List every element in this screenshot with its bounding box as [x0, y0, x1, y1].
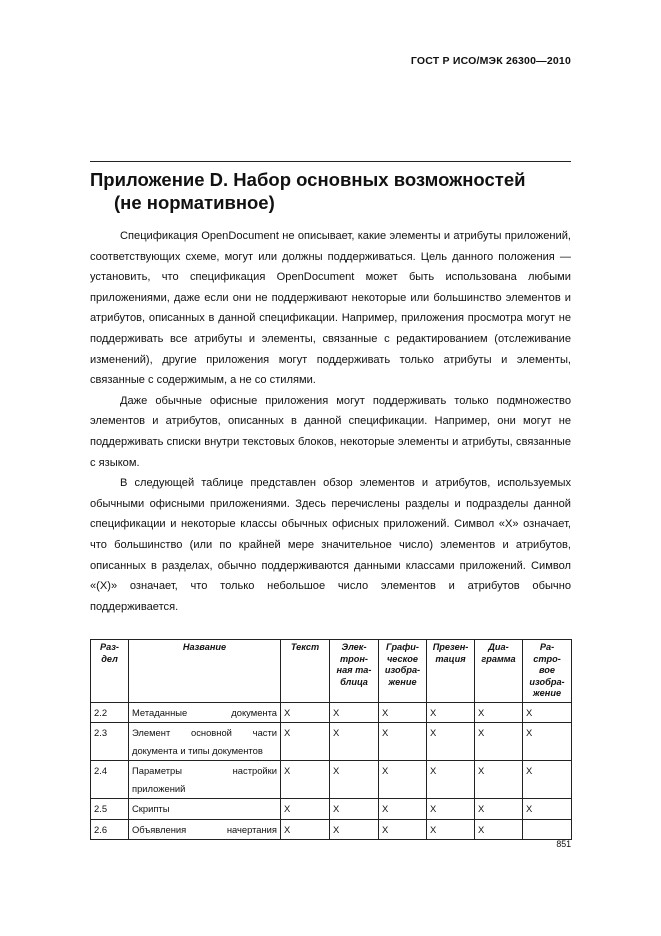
header-line: трон-: [339, 653, 368, 664]
appendix-title-line-2: (не нормативное): [114, 192, 275, 213]
header-line: изобра-: [384, 665, 421, 675]
header-text: [281, 640, 330, 703]
cell-mark-chart: X: [475, 819, 523, 840]
header-line: жение: [532, 688, 562, 698]
cell-mark-presentation: X: [427, 819, 475, 840]
body-text: [90, 226, 571, 617]
cell-mark-spreadsheet: X: [330, 723, 379, 761]
cell-mark-text: X: [281, 799, 330, 820]
header-section: [91, 640, 129, 703]
cell-mark-chart: X: [475, 702, 523, 723]
page-number: 851: [556, 839, 571, 849]
cell-name-line: приложений: [132, 782, 186, 794]
appendix-title: [90, 168, 580, 214]
cell-name-line: Метаданные документа: [132, 706, 277, 718]
cell-mark-presentation: X: [427, 702, 475, 723]
cell-mark-graphics: X: [379, 723, 427, 761]
table-row: [91, 723, 572, 761]
table-row: [91, 819, 572, 840]
cell-mark-text: X: [281, 819, 330, 840]
header-line: Презен-: [432, 642, 469, 652]
cell-mark-graphics: X: [379, 799, 427, 820]
header-line: Графи-: [386, 642, 419, 652]
cell-name: [129, 799, 281, 820]
header-line: блица: [340, 676, 368, 687]
table-body: [91, 702, 572, 840]
header-line: изобра-: [529, 676, 565, 687]
cell-mark-spreadsheet: X: [330, 819, 379, 840]
cell-mark-chart: X: [475, 799, 523, 820]
cell-mark-raster: [523, 819, 572, 840]
cell-mark-raster: X: [523, 799, 572, 820]
header-line: ная та-: [336, 665, 372, 675]
cell-mark-presentation: X: [427, 723, 475, 761]
cell-mark-spreadsheet: X: [330, 799, 379, 820]
header-line: дел: [101, 653, 118, 664]
cell-name: [129, 702, 281, 723]
cell-mark-chart: X: [475, 723, 523, 761]
paragraph: Спецификация OpenDocument не описывает, какие элементы и атрибуты приложений, соответствующих схеме, могут или должны поддерживаться. Цель данного положения — установить, что спецификация OpenDocument может быть использована любыми приложениями, даже если они не поддерживают некоторые или большинство элементов и атрибутов, описанных в данной спецификации. Например, приложения просмотра могут не поддерживать все атрибуты и элементы, связанные с редактированием (отслеживание изменений), другие приложения могут поддерживать только атрибуты и элементы, связанные с содержимым, а не со стилями.: [90, 230, 571, 387]
header-line: тация: [435, 653, 466, 664]
cell-mark-graphics: X: [379, 761, 427, 799]
cell-mark-chart: X: [475, 761, 523, 799]
cell-mark-presentation: X: [427, 799, 475, 820]
header-line: Текст: [290, 642, 320, 652]
cell-mark-graphics: X: [379, 702, 427, 723]
header-raster: [523, 640, 572, 703]
table-row: [91, 761, 572, 799]
header-name: [129, 640, 281, 703]
cell-section: 2.2: [91, 702, 129, 723]
header-line: вое: [538, 665, 556, 675]
header-line: ческое: [386, 653, 419, 664]
cell-section: 2.4: [91, 761, 129, 799]
paragraph: Даже обычные офисные приложения могут поддерживать только подмножество элементов и атрибутов, описанных в данной спецификации. Например, они могут не поддерживать списки внутри текстовых блоков, некоторые элементы и атрибуты, связанные с языком.: [90, 394, 571, 469]
header-line: Элек-: [341, 642, 367, 652]
header-line: стро-: [533, 653, 561, 664]
standard-header: ГОСТ Р ИСО/МЭК 26300—2010: [410, 55, 571, 67]
header-chart: [475, 640, 523, 703]
title-rule: [90, 161, 571, 162]
cell-mark-raster: X: [523, 723, 572, 761]
capabilities-table: [90, 639, 572, 840]
header-line: Диа-: [488, 642, 509, 652]
header-graphics: [379, 640, 427, 703]
table-header-row: [91, 640, 572, 703]
cell-name: [129, 819, 281, 840]
cell-mark-graphics: X: [379, 819, 427, 840]
appendix-title-line-1: Приложение D. Набор основных возможностей: [90, 169, 526, 190]
header-line: Название: [182, 642, 227, 652]
cell-mark-spreadsheet: X: [330, 761, 379, 799]
table-row: [91, 702, 572, 723]
cell-name: [129, 723, 281, 761]
cell-mark-text: X: [281, 723, 330, 761]
cell-mark-text: X: [281, 702, 330, 723]
cell-mark-spreadsheet: X: [330, 702, 379, 723]
cell-mark-text: X: [281, 761, 330, 799]
header-spreadsheet: [330, 640, 379, 703]
cell-section: 2.6: [91, 819, 129, 840]
paragraph: В следующей таблице представлен обзор элементов и атрибутов, используемых обычными офисными приложениями. Здесь перечислены разделы и подразделы данной спецификации и некоторые классы обычных офисных приложений. Символ «X» означает, что большинство (или по крайней мере значительное число) элементов и атрибутов, описанных в разделах, обычно поддерживаются данными классами приложений. Символ «(X)» означает, что только небольшое число элементов и атрибутов обычно поддерживается.: [90, 477, 571, 613]
cell-section: 2.3: [91, 723, 129, 761]
cell-name: [129, 761, 281, 799]
header-line: Раз-: [100, 642, 119, 652]
table-row: [91, 799, 572, 820]
cell-section: 2.5: [91, 799, 129, 820]
header-line: Ра-: [539, 642, 555, 652]
header-line: жение: [388, 676, 417, 687]
cell-mark-raster: X: [523, 702, 572, 723]
header-line: грамма: [481, 653, 516, 664]
cell-name-line: Скрипты: [132, 803, 170, 814]
cell-name-line: документа и типы документов: [132, 744, 263, 756]
cell-name-line: Объявления начертания: [132, 823, 277, 835]
cell-mark-raster: X: [523, 761, 572, 799]
cell-name-line: Параметры настройки: [132, 765, 277, 776]
cell-mark-presentation: X: [427, 761, 475, 799]
header-presentation: [427, 640, 475, 703]
cell-name-line: Элемент основной части: [132, 727, 277, 738]
